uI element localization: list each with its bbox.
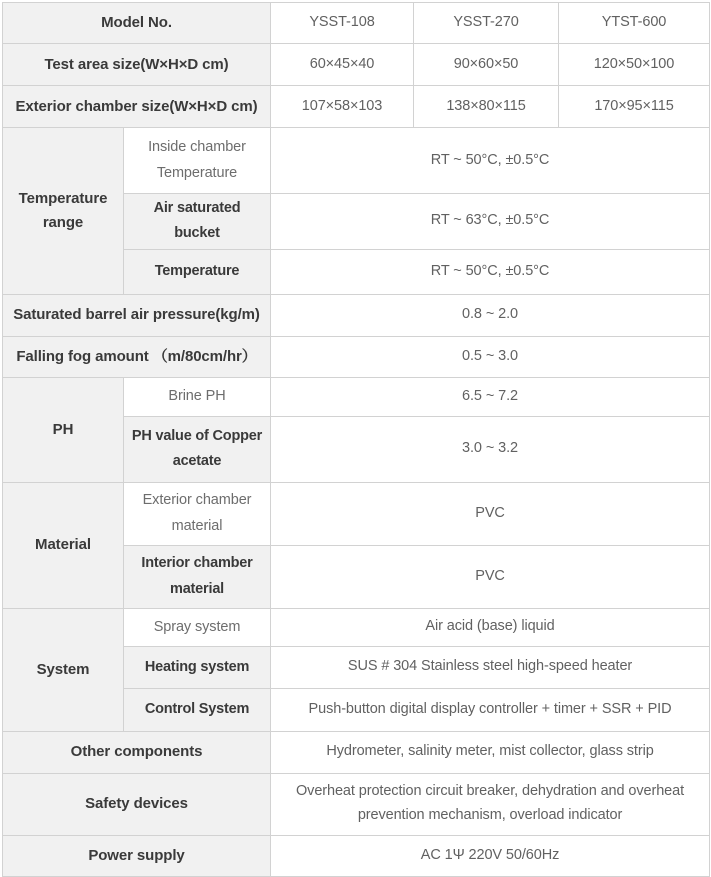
test-area-size-value-1: 60×45×40 xyxy=(271,44,414,86)
test-area-size-value-3: 120×50×100 xyxy=(559,44,710,86)
row-falling-fog-amount xyxy=(3,336,710,377)
model-no-label: Model No. xyxy=(3,3,271,44)
row-test-area-size xyxy=(3,44,710,86)
other-components-value: Hydrometer, salinity meter, mist collector, glass strip xyxy=(271,731,710,773)
row-inside-chamber-temperature xyxy=(3,128,710,194)
ph-group-label: PH xyxy=(3,377,124,482)
heating-system-value: SUS # 304 Stainless steel high-speed heater xyxy=(271,646,710,688)
ph-copper-acetate-label: PH value of Copper acetate xyxy=(124,416,271,482)
inside-chamber-temperature-value: RT ~ 50°C, ±0.5°C xyxy=(271,128,710,194)
air-saturated-bucket-value: RT ~ 63°C, ±0.5°C xyxy=(271,194,710,250)
saturated-barrel-air-pressure-label: Saturated barrel air pressure(kg/m) xyxy=(3,294,271,336)
row-saturated-barrel-air-pressure xyxy=(3,294,710,336)
falling-fog-amount-label: Falling fog amount （m/80cm/hr） xyxy=(3,336,271,377)
falling-fog-amount-value: 0.5 ~ 3.0 xyxy=(271,336,710,377)
interior-chamber-material-value: PVC xyxy=(271,545,710,608)
power-supply-label: Power supply xyxy=(3,835,271,876)
model-no-value-3: YTST-600 xyxy=(559,3,710,44)
safety-devices-label: Safety devices xyxy=(3,773,271,835)
heating-system-label: Heating system xyxy=(124,646,271,688)
exterior-chamber-size-label: Exterior chamber size(W×H×D cm) xyxy=(3,86,271,128)
saturated-barrel-air-pressure-value: 0.8 ~ 2.0 xyxy=(271,294,710,336)
test-area-size-label: Test area size(W×H×D cm) xyxy=(3,44,271,86)
control-system-value: Push-button digital display controller + timer + SSR + PID xyxy=(271,688,710,731)
spec-table xyxy=(2,2,710,877)
system-group-label: System xyxy=(3,608,124,731)
spray-system-label: Spray system xyxy=(124,608,271,646)
row-exterior-chamber-material xyxy=(3,482,710,545)
temperature-range-group-label: Temperature range xyxy=(3,128,124,295)
exterior-chamber-material-label: Exterior chamber material xyxy=(124,482,271,545)
test-area-size-value-2: 90×60×50 xyxy=(414,44,559,86)
row-brine-ph xyxy=(3,377,710,416)
material-group-label: Material xyxy=(3,482,124,608)
brine-ph-value: 6.5 ~ 7.2 xyxy=(271,377,710,416)
row-model-no xyxy=(3,3,710,44)
brine-ph-label: Brine PH xyxy=(124,377,271,416)
power-supply-value: AC 1Ψ 220V 50/60Hz xyxy=(271,835,710,876)
model-no-value-1: YSST-108 xyxy=(271,3,414,44)
spray-system-value: Air acid (base) liquid xyxy=(271,608,710,646)
interior-chamber-material-label: Interior chamber material xyxy=(124,545,271,608)
exterior-chamber-size-value-2: 138×80×115 xyxy=(414,86,559,128)
inside-chamber-temperature-label: Inside chamber Temperature xyxy=(124,128,271,194)
safety-devices-value: Overheat protection circuit breaker, dehydration and overheat prevention mechanism, overload indicator xyxy=(271,773,710,835)
other-components-label: Other components xyxy=(3,731,271,773)
row-other-components xyxy=(3,731,710,773)
temperature-label: Temperature xyxy=(124,249,271,294)
control-system-label: Control System xyxy=(124,688,271,731)
exterior-chamber-material-value: PVC xyxy=(271,482,710,545)
row-exterior-chamber-size xyxy=(3,86,710,128)
exterior-chamber-size-value-1: 107×58×103 xyxy=(271,86,414,128)
exterior-chamber-size-value-3: 170×95×115 xyxy=(559,86,710,128)
air-saturated-bucket-label: Air saturated bucket xyxy=(124,194,271,250)
temperature-value: RT ~ 50°C, ±0.5°C xyxy=(271,249,710,294)
row-spray-system xyxy=(3,608,710,646)
row-power-supply xyxy=(3,835,710,876)
row-safety-devices xyxy=(3,773,710,835)
ph-copper-acetate-value: 3.0 ~ 3.2 xyxy=(271,416,710,482)
model-no-value-2: YSST-270 xyxy=(414,3,559,44)
